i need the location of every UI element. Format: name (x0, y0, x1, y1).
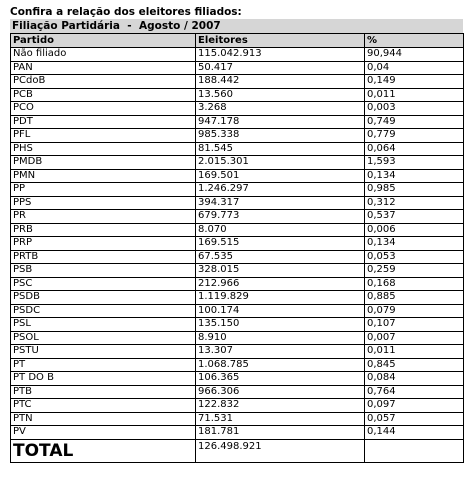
cell-partido: PSOL (11, 331, 196, 345)
cell-eleitores: 985.338 (196, 129, 365, 143)
cell-eleitores: 1.246.297 (196, 183, 365, 197)
cell-partido: PCO (11, 102, 196, 116)
cell-eleitores: 181.781 (196, 426, 365, 440)
table-row (11, 331, 464, 345)
cell-partido: PSL (11, 318, 196, 332)
table-row (11, 142, 464, 156)
cell-partido: PTB (11, 385, 196, 399)
table-row (11, 385, 464, 399)
cell-percent: 0,134 (365, 237, 464, 251)
cell-partido: PRB (11, 223, 196, 237)
cell-percent: 0,003 (365, 102, 464, 116)
cell-percent: 1,593 (365, 156, 464, 170)
cell-percent: 0,04 (365, 61, 464, 75)
cell-percent: 0,011 (365, 345, 464, 359)
table-row (11, 399, 464, 413)
cell-eleitores: 106.365 (196, 372, 365, 386)
cell-percent: 0,011 (365, 88, 464, 102)
table-row (11, 250, 464, 264)
table-total-row (11, 439, 464, 462)
table-row (11, 318, 464, 332)
cell-eleitores: 122.832 (196, 399, 365, 413)
cell-percent: 0,084 (365, 372, 464, 386)
table-row (11, 183, 464, 197)
cell-percent: 0,312 (365, 196, 464, 210)
cell-partido: PTN (11, 412, 196, 426)
cell-partido: PRTB (11, 250, 196, 264)
table-row (11, 345, 464, 359)
total-eleitores: 126.498.921 (196, 439, 365, 462)
table-row (11, 115, 464, 129)
table-header-row (11, 34, 464, 48)
cell-percent: 0,764 (365, 385, 464, 399)
cell-percent: 0,885 (365, 291, 464, 305)
table-body (11, 48, 464, 440)
cell-percent: 0,149 (365, 75, 464, 89)
table-row (11, 426, 464, 440)
cell-partido: PFL (11, 129, 196, 143)
cell-eleitores: 13.560 (196, 88, 365, 102)
cell-percent: 0,053 (365, 250, 464, 264)
cell-partido: PAN (11, 61, 196, 75)
cell-percent: 0,107 (365, 318, 464, 332)
cell-eleitores: 1.119.829 (196, 291, 365, 305)
table-row (11, 75, 464, 89)
cell-percent: 90,944 (365, 48, 464, 62)
total-percent (365, 439, 464, 462)
cell-partido: PPS (11, 196, 196, 210)
table-row (11, 291, 464, 305)
cell-eleitores: 212.966 (196, 277, 365, 291)
cell-eleitores: 169.515 (196, 237, 365, 251)
cell-percent: 0,779 (365, 129, 464, 143)
table-subheading: Filiação Partidária - Agosto / 2007 (10, 19, 463, 33)
table-row (11, 223, 464, 237)
page-heading: Confira a relação dos eleitores filiados: (10, 6, 242, 18)
cell-eleitores: 135.150 (196, 318, 365, 332)
cell-partido: PDT (11, 115, 196, 129)
cell-eleitores: 50.417 (196, 61, 365, 75)
table-row (11, 237, 464, 251)
table-row (11, 210, 464, 224)
cell-partido: PMDB (11, 156, 196, 170)
cell-percent: 0,057 (365, 412, 464, 426)
table-row (11, 61, 464, 75)
column-header-partido: Partido (11, 34, 196, 48)
column-header-percent: % (365, 34, 464, 48)
cell-percent: 0,168 (365, 277, 464, 291)
cell-partido: PHS (11, 142, 196, 156)
cell-partido: PSC (11, 277, 196, 291)
cell-eleitores: 8.070 (196, 223, 365, 237)
cell-partido: PMN (11, 169, 196, 183)
table-row (11, 156, 464, 170)
cell-eleitores: 71.531 (196, 412, 365, 426)
column-header-eleitores: Eleitores (196, 34, 365, 48)
cell-eleitores: 81.545 (196, 142, 365, 156)
cell-eleitores: 115.042.913 (196, 48, 365, 62)
cell-partido: PSB (11, 264, 196, 278)
cell-eleitores: 169.501 (196, 169, 365, 183)
cell-eleitores: 394.317 (196, 196, 365, 210)
cell-partido: PCB (11, 88, 196, 102)
cell-eleitores: 13.307 (196, 345, 365, 359)
cell-percent: 0,845 (365, 358, 464, 372)
cell-percent: 0,079 (365, 304, 464, 318)
table-row (11, 264, 464, 278)
cell-partido: PSDB (11, 291, 196, 305)
table-row (11, 48, 464, 62)
cell-partido: PRP (11, 237, 196, 251)
table-row (11, 372, 464, 386)
cell-eleitores: 2.015.301 (196, 156, 365, 170)
cell-eleitores: 100.174 (196, 304, 365, 318)
cell-percent: 0,006 (365, 223, 464, 237)
cell-percent: 0,144 (365, 426, 464, 440)
cell-percent: 0,259 (365, 264, 464, 278)
table-row (11, 88, 464, 102)
cell-percent: 0,064 (365, 142, 464, 156)
cell-partido: PR (11, 210, 196, 224)
cell-eleitores: 947.178 (196, 115, 365, 129)
cell-percent: 0,007 (365, 331, 464, 345)
table-row (11, 358, 464, 372)
cell-percent: 0,985 (365, 183, 464, 197)
table-row (11, 102, 464, 116)
table-row (11, 277, 464, 291)
cell-eleitores: 966.306 (196, 385, 365, 399)
cell-percent: 0,749 (365, 115, 464, 129)
cell-partido: PSDC (11, 304, 196, 318)
cell-partido: PSTU (11, 345, 196, 359)
party-affiliation-table (10, 33, 464, 463)
cell-partido: PT (11, 358, 196, 372)
cell-partido: PT DO B (11, 372, 196, 386)
cell-partido: PTC (11, 399, 196, 413)
cell-eleitores: 328.015 (196, 264, 365, 278)
cell-eleitores: 8.910 (196, 331, 365, 345)
cell-eleitores: 679.773 (196, 210, 365, 224)
cell-eleitores: 1.068.785 (196, 358, 365, 372)
cell-partido: PP (11, 183, 196, 197)
cell-partido: Não filiado (11, 48, 196, 62)
table-row (11, 304, 464, 318)
cell-partido: PCdoB (11, 75, 196, 89)
cell-partido: PV (11, 426, 196, 440)
cell-percent: 0,097 (365, 399, 464, 413)
total-label: TOTAL (11, 439, 196, 462)
cell-eleitores: 188.442 (196, 75, 365, 89)
cell-eleitores: 67.535 (196, 250, 365, 264)
cell-percent: 0,134 (365, 169, 464, 183)
cell-percent: 0,537 (365, 210, 464, 224)
table-row (11, 412, 464, 426)
cell-eleitores: 3.268 (196, 102, 365, 116)
table-row (11, 129, 464, 143)
table-row (11, 169, 464, 183)
table-row (11, 196, 464, 210)
